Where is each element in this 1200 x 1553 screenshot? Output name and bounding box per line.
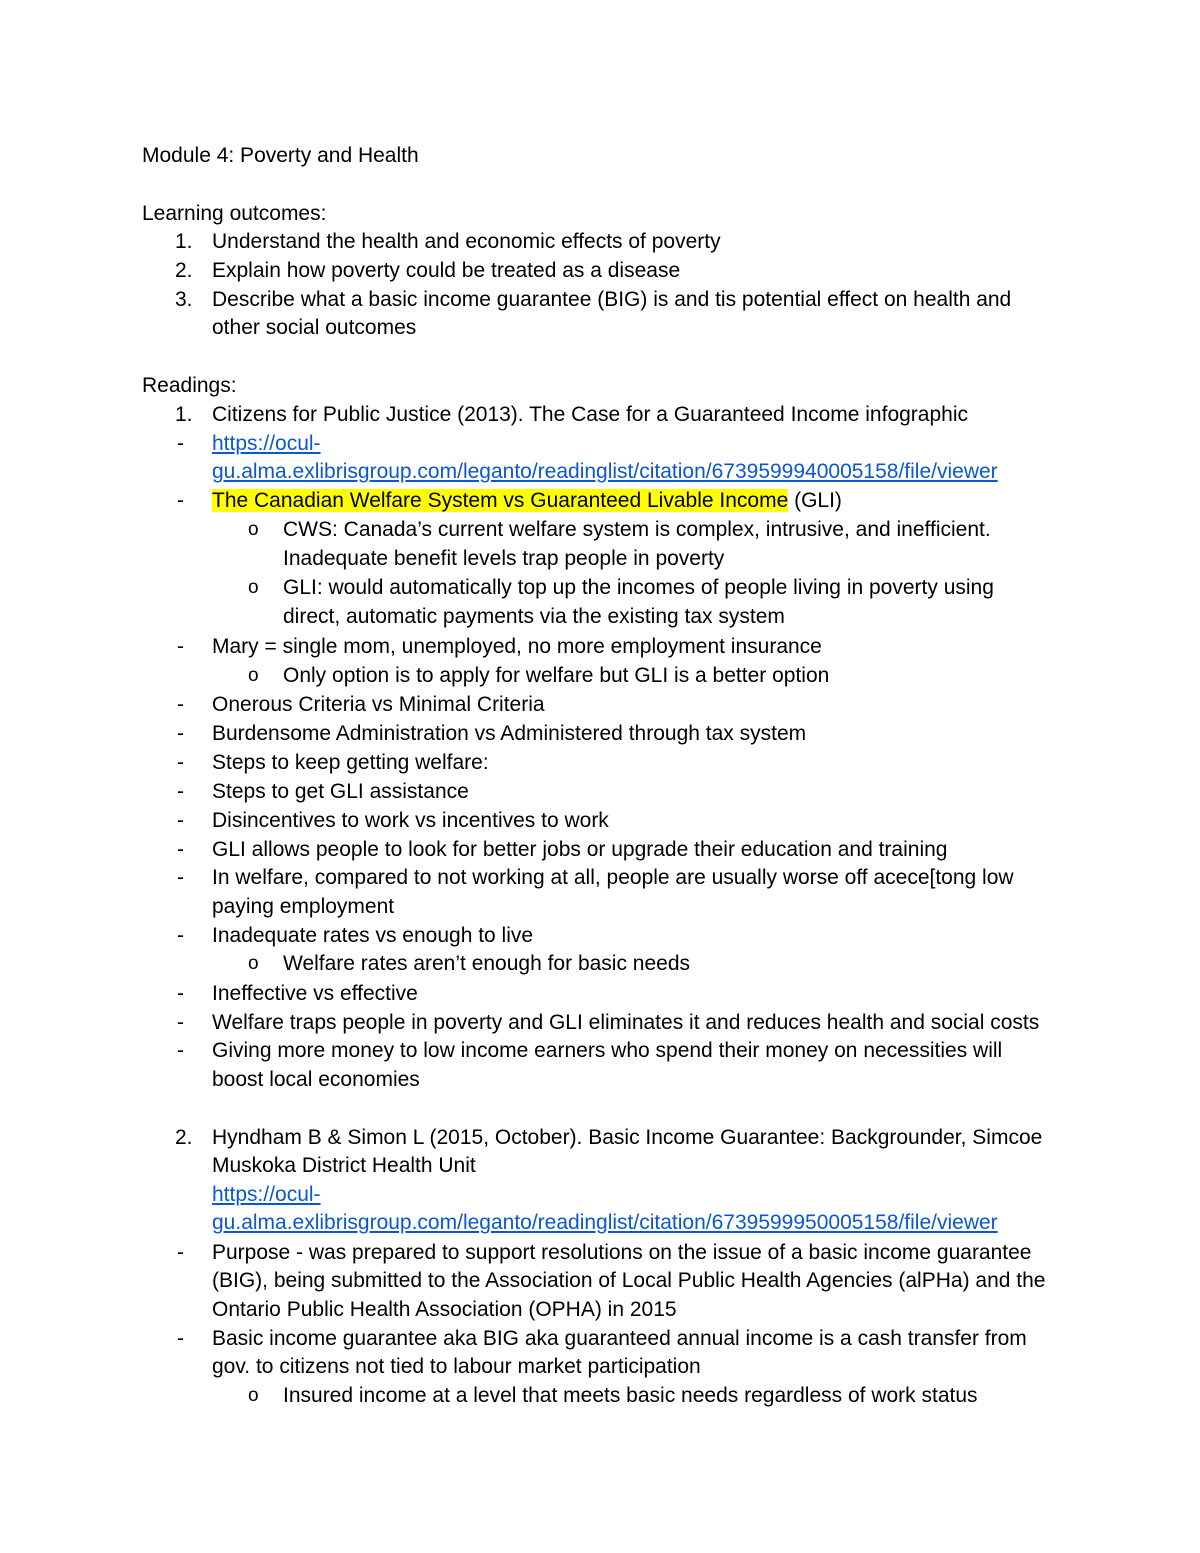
list-item-text: other social outcomes xyxy=(212,316,417,339)
dash-bullet: - xyxy=(177,1039,184,1062)
reading-citation: Hyndham B & Simon L (2015, October). Basic Income Guarantee: Backgrounder, Simcoe xyxy=(212,1126,1043,1149)
bullet-text: (BIG), being submitted to the Association of Local Public Health Agencies (alPHa) and the xyxy=(212,1269,1046,1292)
bullet-text: Basic income guarantee aka BIG aka guaranteed annual income is a cash transfer from xyxy=(212,1327,1027,1350)
bullet-text: boost local economies xyxy=(212,1068,420,1091)
sub-bullet-text: Welfare rates aren’t enough for basic needs xyxy=(283,952,691,975)
bullet-text: Onerous Criteria vs Minimal Criteria xyxy=(212,693,545,716)
reading-link[interactable]: https://ocul- xyxy=(212,432,321,455)
circle-bullet: o xyxy=(248,519,259,540)
reading-citation: Muskoka District Health Unit xyxy=(212,1154,476,1177)
list-item-text: Describe what a basic income guarantee (BIG) is and tis potential effect on health and xyxy=(212,288,1012,311)
dash-bullet: - xyxy=(177,489,184,512)
readings-heading: Readings: xyxy=(142,374,237,397)
dash-bullet: - xyxy=(177,751,184,774)
dash-bullet: - xyxy=(177,838,184,861)
list-number: 1. xyxy=(175,230,193,253)
sub-bullet-text: Only option is to apply for welfare but GLI is a better option xyxy=(283,664,830,687)
bullet-text: Burdensome Administration vs Administered through tax system xyxy=(212,722,807,745)
sub-bullet-text: Inadequate benefit levels trap people in poverty xyxy=(283,547,725,570)
list-item-text: Understand the health and economic effects of poverty xyxy=(212,230,721,253)
page-title: Module 4: Poverty and Health xyxy=(142,144,419,167)
bullet-text: paying employment xyxy=(212,895,395,918)
dash-bullet: - xyxy=(177,693,184,716)
reading-citation: Citizens for Public Justice (2013). The Case for a Guaranteed Income infographic xyxy=(212,403,968,426)
dash-bullet: - xyxy=(177,1327,184,1350)
list-number: 1. xyxy=(175,403,193,426)
bullet-text: Inadequate rates vs enough to live xyxy=(212,924,534,947)
bullet-text: gov. to citizens not tied to labour market participation xyxy=(212,1355,701,1378)
bullet-text: Mary = single mom, unemployed, no more employment insurance xyxy=(212,635,822,658)
dash-bullet: - xyxy=(177,1011,184,1034)
bullet-text: The Canadian Welfare System vs Guaranteed Livable Income (GLI) xyxy=(212,489,842,512)
circle-bullet: o xyxy=(248,577,259,598)
bullet-text: Giving more money to low income earners who spend their money on necessities will xyxy=(212,1039,1003,1062)
reading-link[interactable]: gu.alma.exlibrisgroup.com/leganto/readinglist/citation/6739599950005158/file/viewer xyxy=(212,1211,998,1234)
bullet-text: Welfare traps people in poverty and GLI eliminates it and reduces health and social costs xyxy=(212,1011,1040,1034)
sub-bullet-text: CWS: Canada’s current welfare system is complex, intrusive, and inefficient. xyxy=(283,518,991,541)
reading-link[interactable]: https://ocul- xyxy=(212,1183,321,1206)
list-number: 2. xyxy=(175,1126,193,1149)
bullet-text: Steps to get GLI assistance xyxy=(212,780,469,803)
circle-bullet: o xyxy=(248,665,259,686)
dash-bullet: - xyxy=(177,635,184,658)
list-number: 2. xyxy=(175,259,193,282)
bullet-text: Steps to keep getting welfare: xyxy=(212,751,489,774)
bullet-text: Ineffective vs effective xyxy=(212,982,418,1005)
dash-bullet: - xyxy=(177,982,184,1005)
list-item-text: Explain how poverty could be treated as a disease xyxy=(212,259,681,282)
circle-bullet: o xyxy=(248,953,259,974)
dash-bullet: - xyxy=(177,780,184,803)
sub-bullet-text: Insured income at a level that meets basic needs regardless of work status xyxy=(283,1384,978,1407)
bullet-text: Purpose - was prepared to support resolutions on the issue of a basic income guarantee xyxy=(212,1241,1032,1264)
dash-bullet: - xyxy=(177,924,184,947)
dash-bullet: - xyxy=(177,432,184,455)
dash-bullet: - xyxy=(177,1241,184,1264)
dash-bullet: - xyxy=(177,866,184,889)
bullet-text: GLI allows people to look for better jobs or upgrade their education and training xyxy=(212,838,948,861)
bullet-text: In welfare, compared to not working at all, people are usually worse off acece[tong low xyxy=(212,866,1014,889)
dash-bullet: - xyxy=(177,722,184,745)
dash-bullet: - xyxy=(177,809,184,832)
list-number: 3. xyxy=(175,288,193,311)
bullet-text: Disincentives to work vs incentives to work xyxy=(212,809,609,832)
sub-bullet-text: direct, automatic payments via the existing tax system xyxy=(283,605,785,628)
circle-bullet: o xyxy=(248,1385,259,1406)
bullet-text: Ontario Public Health Association (OPHA) in 2015 xyxy=(212,1298,677,1321)
highlighted-text: The Canadian Welfare System vs Guaranteed Livable Income xyxy=(212,489,789,512)
reading-link[interactable]: gu.alma.exlibrisgroup.com/leganto/readinglist/citation/6739599940005158/file/viewer xyxy=(212,460,998,483)
sub-bullet-text: GLI: would automatically top up the incomes of people living in poverty using xyxy=(283,576,994,599)
learning-outcomes-heading: Learning outcomes: xyxy=(142,202,327,225)
